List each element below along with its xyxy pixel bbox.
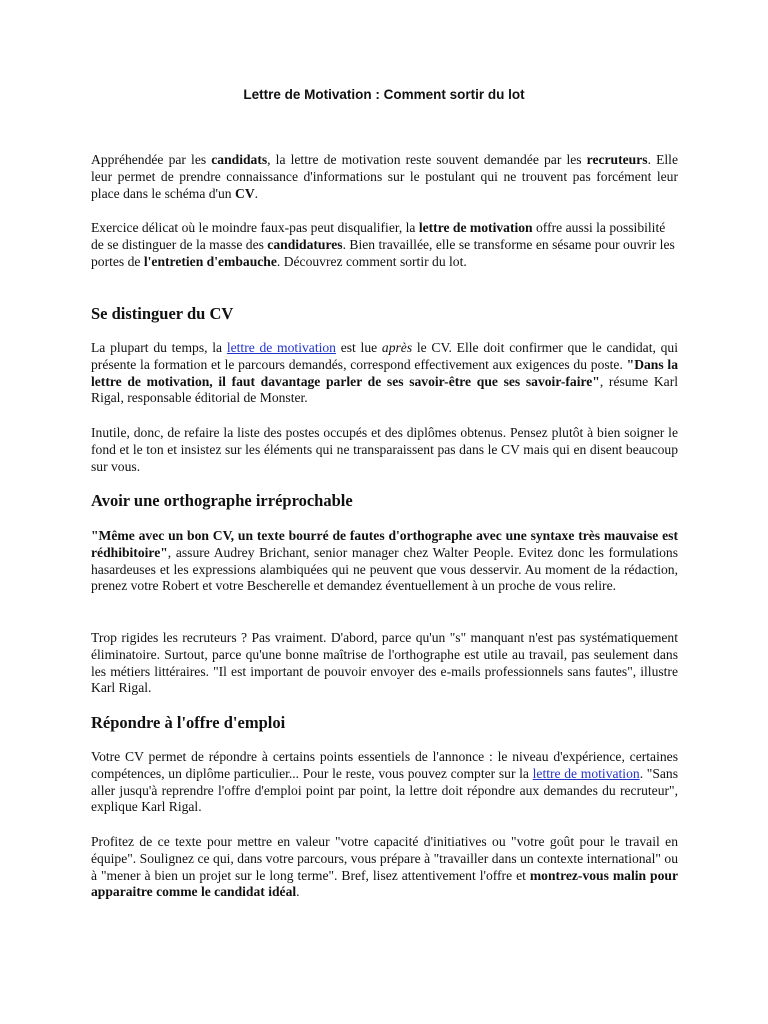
text-run: est lue xyxy=(335,340,382,355)
section-heading-repondre: Répondre à l'offre d'emploi xyxy=(91,713,286,732)
bold-text: lettre de motivation xyxy=(418,220,533,235)
text-run: , résume Karl Rigal, responsable éditorial de Monster. xyxy=(91,373,679,406)
bold-quote: "Même avec un bon CV, un texte bourré de fautes d'orthographe avec une syntaxe très mauvaise est rédhibitoire" xyxy=(91,528,678,560)
section3-paragraph-1 xyxy=(91,749,678,816)
section2-paragraph-2: Trop rigides les recruteurs ? Pas vraiment. D'abord, parce qu'un "s" manquant n'est pas systématiquement éliminatoire. Surtout, parce qu'une bonne maîtrise de l'orthographe est utile au travail, pas seulement dans les métiers littéraires. "Il est important de pouvoir envoyer des e-mails professionnels sans fautes", illustre Karl Rigal. xyxy=(91,630,678,696)
section1-paragraph-1 xyxy=(91,340,678,407)
text-run: offre aussi la possibilité de se distinguer de la masse des xyxy=(91,220,666,252)
text-run: . "Sans aller jusqu'à reprendre l'offre d'emploi point par point, la lettre doit répondre aux demandes du recruteur", explique Karl Rigal. xyxy=(91,765,678,815)
text-run: . Elle leur permet de prendre connaissance d'informations sur le postulant qui ne trouvent pas forcément leur place dans le schéma d'un xyxy=(91,152,678,201)
section-heading-orthographe: Avoir une orthographe irréprochable xyxy=(91,491,353,510)
italic-text: après xyxy=(381,340,413,355)
text-run: Exercice délicat où le moindre faux-pas peut disqualifier, la xyxy=(91,220,419,235)
bold-text: l'entretien d'embauche xyxy=(143,253,277,269)
text-run: , la lettre de motivation reste souvent demandée par les xyxy=(267,152,587,167)
text-run: Profitez de ce texte pour mettre en valeur "votre capacité d'initiatives ou "votre goût pour le travail en équipe". Soulignez ce qui, dans votre parcours, vous prépare à "travailler dans un contexte international" ou à "mener à bien un projet sur le long terme". Bref, lisez attentivement l'offre et xyxy=(91,834,678,883)
text-run: Appréhendée par les xyxy=(91,152,212,167)
text-run: . Bien travaillée, elle se transforme en sésame pour ouvrir les portes de xyxy=(91,236,675,269)
text-run: . xyxy=(296,884,300,900)
section3-paragraph-2 xyxy=(91,834,678,901)
intro-paragraph-1 xyxy=(91,152,678,202)
text-run: . Découvrez comment sortir du lot. xyxy=(276,253,467,269)
bold-text: candidats xyxy=(211,152,268,167)
text-run: La plupart du temps, la xyxy=(91,340,227,355)
lettre-de-motivation-link[interactable]: lettre de motivation xyxy=(226,340,336,355)
bold-text: candidatures xyxy=(267,236,343,252)
section-heading-se-distinguer: Se distinguer du CV xyxy=(91,304,234,323)
text-run: . xyxy=(254,185,259,201)
text-run: , assure Audrey Brichant, senior manager chez Walter People. Evitez donc les formulations hasardeuses et les expressions alambiquées qui ne peuvent que vous desservir. Au moment de la rédaction, prenez votre Robert et votre Bescherelle et demandez éventuellement à un proche de vous relire. xyxy=(91,544,678,594)
section2-paragraph-1 xyxy=(91,528,678,595)
intro-paragraph-2 xyxy=(91,220,679,270)
bold-text: montrez-vous malin pour apparaitre comme le candidat idéal xyxy=(91,867,679,900)
bold-text: recruteurs xyxy=(586,152,648,167)
text-run: le CV. Elle doit confirmer que le candidat, qui présente la formation et le parcours demandés, correspond effectivement aux exigences du poste. xyxy=(91,340,679,372)
section1-paragraph-2: Inutile, donc, de refaire la liste des postes occupés et des diplômes obtenus. Pensez plutôt à bien soigner le fond et le ton et insistez sur les éléments qui ne transparaissent pas dans le CV mais qui en disent beaucoup sur vous. xyxy=(91,425,678,474)
text-run: Votre CV permet de répondre à certains points essentiels de l'annonce : le niveau d'expérience, certaines compétences, un diplôme particulier... Pour le reste, vous pouvez compter sur la xyxy=(91,749,678,781)
bold-quote: "Dans la lettre de motivation, il faut davantage parler de ses savoir-être que ses savoir-faire" xyxy=(91,356,678,389)
bold-text: CV xyxy=(235,185,255,201)
page-title: Lettre de Motivation : Comment sortir du lot xyxy=(243,87,525,102)
lettre-de-motivation-link[interactable]: lettre de motivation xyxy=(532,765,640,781)
